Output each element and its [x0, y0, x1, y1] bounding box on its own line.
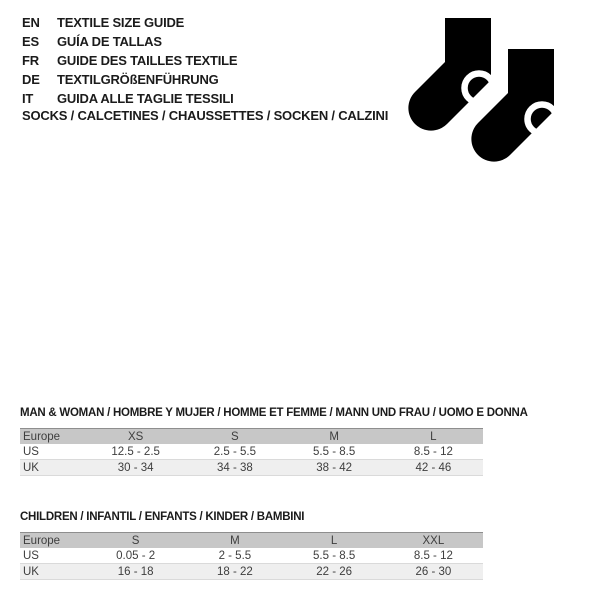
table-header-row	[20, 533, 483, 549]
column-header: XXL	[422, 534, 445, 547]
row-label: US	[23, 549, 39, 562]
children-size-table-section	[20, 511, 483, 580]
sock-back	[408, 18, 493, 131]
size-cell: 5.5 - 8.5	[313, 445, 356, 458]
children-size-table	[20, 532, 483, 580]
language-label: GUÍA DE TALLAS	[57, 34, 162, 49]
language-list	[22, 13, 237, 108]
size-cell: 34 - 38	[216, 461, 253, 474]
language-label: GUIDA ALLE TAGLIE TESSILI	[57, 91, 234, 106]
language-code: IT	[22, 91, 34, 106]
table-title: CHILDREN / INFANTIL / ENFANTS / KINDER / BAMBINI	[20, 511, 305, 523]
language-code: EN	[22, 15, 40, 30]
language-code: ES	[22, 34, 39, 49]
language-row	[22, 13, 237, 32]
socks-icon	[408, 18, 562, 162]
table-header-row	[20, 429, 483, 445]
size-cell: 2 - 5.5	[218, 549, 252, 562]
size-cell: 22 - 26	[316, 565, 353, 578]
size-cell: 12.5 - 2.5	[111, 445, 160, 458]
size-cell: 16 - 18	[117, 565, 154, 578]
column-header: XS	[127, 430, 144, 443]
language-code: DE	[22, 72, 40, 87]
adult-size-table-section	[20, 407, 528, 476]
row-label: US	[23, 445, 39, 458]
language-row	[22, 70, 237, 89]
column-header: M	[329, 430, 339, 443]
size-cell: 0.05 - 2	[116, 549, 156, 562]
size-cell: 38 - 42	[316, 461, 353, 474]
column-header: L	[330, 534, 338, 547]
language-label: TEXTILE SIZE GUIDE	[57, 15, 185, 30]
size-cell: 42 - 46	[415, 461, 452, 474]
language-row	[22, 32, 237, 51]
language-code: FR	[22, 53, 39, 68]
adult-size-table	[20, 428, 483, 476]
column-header: S	[131, 534, 140, 547]
column-header: L	[430, 430, 437, 443]
row-label: UK	[23, 461, 39, 474]
table-title: MAN & WOMAN / HOMBRE Y MUJER / HOMME ET FEMME / MANN UND FRAU / UOMO E DONNA	[20, 407, 528, 419]
size-cell: 26 - 30	[415, 565, 452, 578]
column-header: Europe	[23, 534, 61, 547]
size-cell: 8.5 - 12	[413, 445, 453, 458]
size-cell: 18 - 22	[216, 565, 253, 578]
size-cell: 5.5 - 8.5	[313, 549, 356, 562]
table-row	[20, 460, 483, 476]
column-header: Europe	[23, 430, 61, 443]
category-title: SOCKS / CALCETINES / CHAUSSETTES / SOCKEN / CALZINI	[22, 108, 389, 123]
row-label: UK	[23, 565, 39, 578]
column-header: S	[231, 430, 239, 443]
table-row	[20, 564, 483, 580]
language-row	[22, 89, 237, 108]
size-cell: 30 - 34	[117, 461, 154, 474]
table-row	[20, 548, 483, 564]
language-label: GUIDE DES TAILLES TEXTILE	[57, 53, 238, 68]
language-row	[22, 51, 237, 70]
column-header: M	[230, 534, 240, 547]
language-label: TEXTILGRÖßENFÜHRUNG	[57, 72, 219, 87]
table-row	[20, 444, 483, 460]
size-cell: 2.5 - 5.5	[213, 445, 256, 458]
size-cell: 8.5 - 12	[413, 549, 453, 562]
